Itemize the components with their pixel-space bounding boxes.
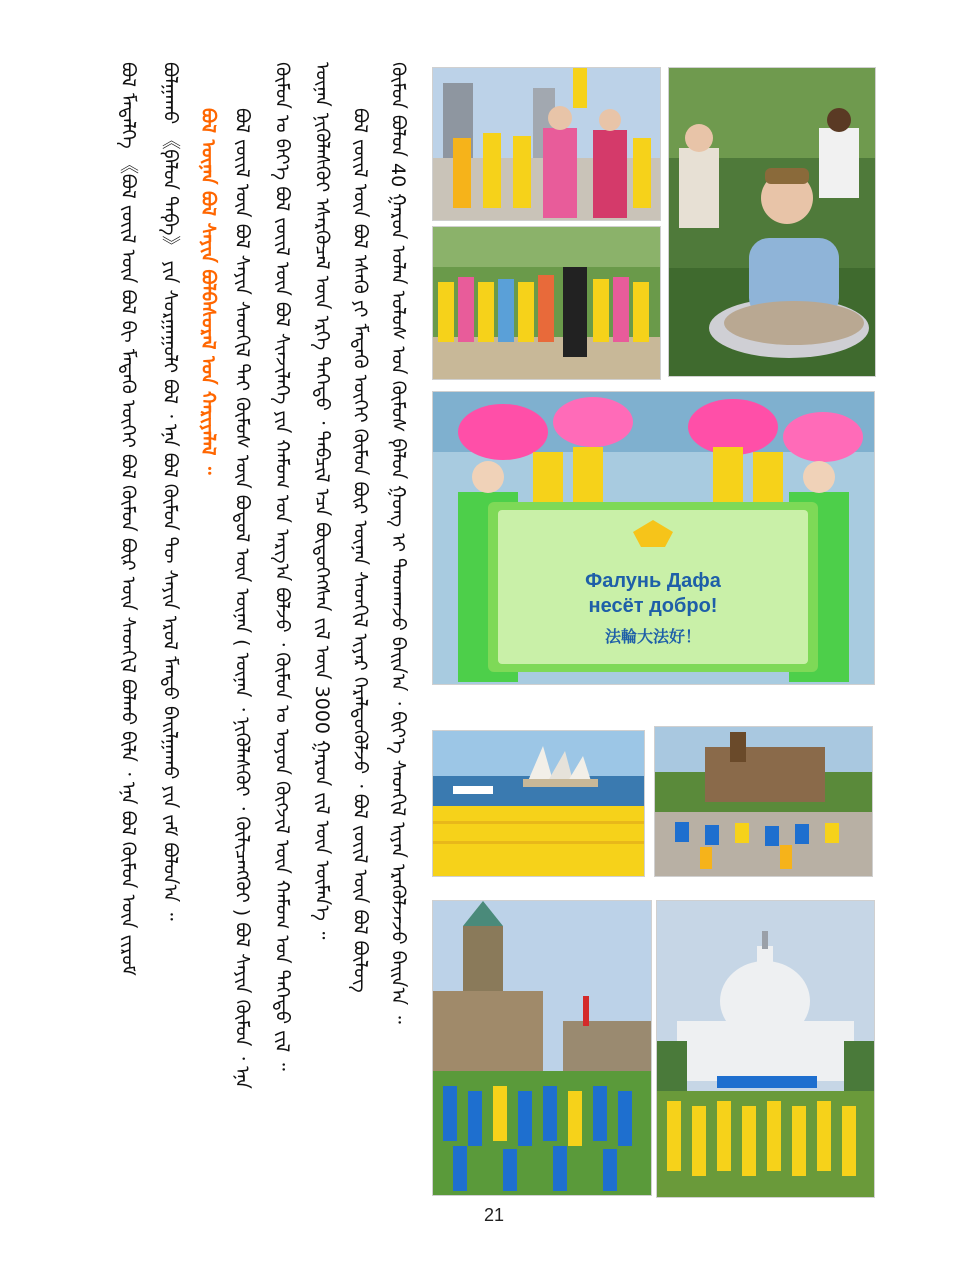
banner-line-3: 法輪大法好！ <box>604 629 701 646</box>
photo-canada-parliament <box>432 900 652 1196</box>
text-column-accent: ᠪᠣᠯ ᠦᠨᠡᠨ ᠪᠣᠯ ᠰᠠᠶᠢᠨ ᠪᠣᠯᠪᠠᠰᠤᠷᠠᠯ ᠤᠨ ᠬᠠᠷᠢᠶᠠᠯᠠᠯ ᠃ <box>197 108 219 475</box>
page-number: 21 <box>483 1205 505 1225</box>
photo-russia-parade-banner <box>432 391 875 685</box>
text-column-5: ᠦᠨᠡᠨ ᠨᠢᠭᠦᠯᠡᠰᠬᠦᠢ ᠡᠰᠡᠷᠭᠦᠴᠡᠯ ᠦᠨ ᠡᠷᠬᠡ ᠳᠡᠭᠡᠳᠦ ᠂ ᠲᠡᠪᠴᠢᠯ ᠡᠴᠡ ᠪᠦᠲᠦᠭᠡᠭᠰᠡᠨ ᠵᠢᠯ ᠦᠨ 3000 ᠭᠠᠷᠤᠨ ᠵᠢᠯ ᠦᠨ ᠦᠮᠡᠨ᠎ᠡ ᠃ <box>311 62 333 940</box>
parliament-scene-icon <box>433 901 651 1195</box>
group-exercise-scene-icon <box>433 68 660 220</box>
text-column-7: ᠬᠦᠮᠦᠨ ᠪᠣᠯᠤᠨ 40 ᠭᠠᠷᠤᠨ ᠣᠯᠠᠨ ᠤᠯᠤᠰ ᠤᠨ ᠬᠦᠮᠦᠰ ᠹᠠᠯᠦᠨ ᠭᠣᠩ ᠢ ᠳᠠᠳᠬᠠᠵᠤ ᠪᠠᠢᠨ᠎ᠠ ᠂ ᠪᠢᠶ᠎ᠡ ᠰᠡᠳᠬᠢᠯ ᠢᠶᠡᠨ ᠡᠷᠡᠭᠦᠯᠵᠡᠵᠦ ᠪᠠᠢᠨ᠎ᠠ ᠃ <box>387 62 409 1024</box>
photo-peace-palace <box>654 726 873 877</box>
photo-korean-group-exercise <box>432 67 661 221</box>
text-column-6: ᠪᠣᠯ ᠵᠦᠢᠯ ᠦᠨ ᠪᠣᠯ ᠡᠰᠡᠬᠦ ᠶᠢ ᠮᠡᠳᠡᠬᠦ ᠦᠭᠡᠢ ᠬᠦᠮᠦᠨ ᠪᠦᠷ ᠦᠨᠡᠨ ᠰᠡᠳᠬᠢᠯ ᠢᠶᠡᠷ ᠭᠡᠷᠡᠯᠲᠦᠭᠦᠯᠵᠦ ᠂ ᠪᠣᠯ ᠵᠦᠢᠯ ᠦᠨ ᠪᠣᠯ ᠪᠦᠯᠦᠭ <box>349 108 371 993</box>
text-column-1: ᠪᠣᠯ ᠮᠡᠳᠡᠯᠭᠡ 《ᠪᠣᠯ ᠵᠦᠢᠯ ᠦᠨ ᠪᠣᠯ ᠪᠢ ᠮᠡᠳᠡᠬᠦ ᠦᠭᠡᠢ ᠪᠣᠯ ᠬᠦᠮᠦᠨ ᠪᠦᠷ ᠦᠨ ᠰᠡᠳᠬᠢᠯ ᠪᠣᠯᠬᠤ ᠪᠢᠯᠡ ᠂ ᠡᠨᠡ ᠪᠣᠯ ᠬᠦᠮᠦᠨ ᠦᠨ ᠵᠢᠷᠤᠮ <box>117 62 139 976</box>
text-column-4: ᠬᠦᠮᠦᠨ ᠤ ᠪᠡᠶ᠎ᠡ ᠪᠣᠯ ᠵᠦᠢᠯ ᠦᠨ ᠪᠣᠯ ᠰᠢᠨᠵᠢᠯᠡᠭᠡ ᠶᠢᠨ ᠬᠠᠮᠤᠭ ᠤᠨ ᠠᠷᠭ᠎ᠠ ᠪᠣᠯᠵᠤ ᠂ ᠬᠦᠮᠦᠨ ᠤ ᠣᠶᠤᠨ ᠬᠥᠭᠵᠢᠯ ᠦᠨ ᠬᠠᠮᠤᠭ ᠤᠨ ᠳᠡᠭᠡᠳᠦ ᠵᠢᠯ ᠃ <box>271 62 293 1071</box>
capitol-scene-icon <box>657 901 874 1197</box>
photo-sydney-opera-house <box>432 730 645 877</box>
photo-us-capitol <box>656 900 875 1198</box>
photo-meditation-park <box>668 67 876 377</box>
seated-meditation-scene-icon <box>669 68 875 376</box>
text-column-2: ᠪᠣᠯᠭᠠᠬᠤ 《ᠹᠠᠯᠦᠨ ᠳᠠᠹᠠ》 ᠶᠢᠨ ᠰᠤᠷᠭᠠᠭᠤᠯᠢ ᠪᠣᠯ ᠂ ᠡᠨᠡ ᠪᠣᠯ ᠬᠦᠮᠦᠨ ᠲᠦ ᠰᠠᠶᠢᠨ ᠡᠷᠦᠯ ᠮᠡᠨᠳᠦ ᠪᠠᠢᠯᠭᠠᠬᠤ ᠶᠢᠨ ᠵᠠᠮ ᠪᠣᠯᠤᠨ᠎ᠠ ᠃ <box>159 62 181 921</box>
text-column-3: ᠪᠣᠯ ᠵᠦᠢᠯ ᠦᠨ ᠪᠣᠯ ᠰᠠᠶᠢᠨ ᠰᠡᠳᠬᠢᠯ ᠲᠡᠢ ᠬᠦᠮᠦᠰ ᠦᠨ ᠪᠣᠳᠤᠯ ᠦᠨ ᠦᠨᠡᠨ ( ᠦᠨᠡᠨ ᠂ ᠨᠢᠭᠦᠯᠡᠰᠬᠦᠢ ᠂ ᠬᠦᠯᠢᠴᠡᠩᠭᠦᠢ ) ᠪᠣᠯ ᠰᠠᠶᠢᠨ ᠬᠦᠮᠦᠨ ᠂ ᠡᠨᠡ <box>231 108 253 1089</box>
crowd-exercise-scene-icon <box>433 227 660 379</box>
opera-house-scene-icon <box>433 731 644 876</box>
banner-line-2: несёт добро! <box>588 595 718 617</box>
palace-meditation-scene-icon <box>655 727 872 876</box>
banner-line-1: Фалунь Дафа <box>585 570 721 592</box>
photo-india-group-exercise <box>432 226 661 380</box>
